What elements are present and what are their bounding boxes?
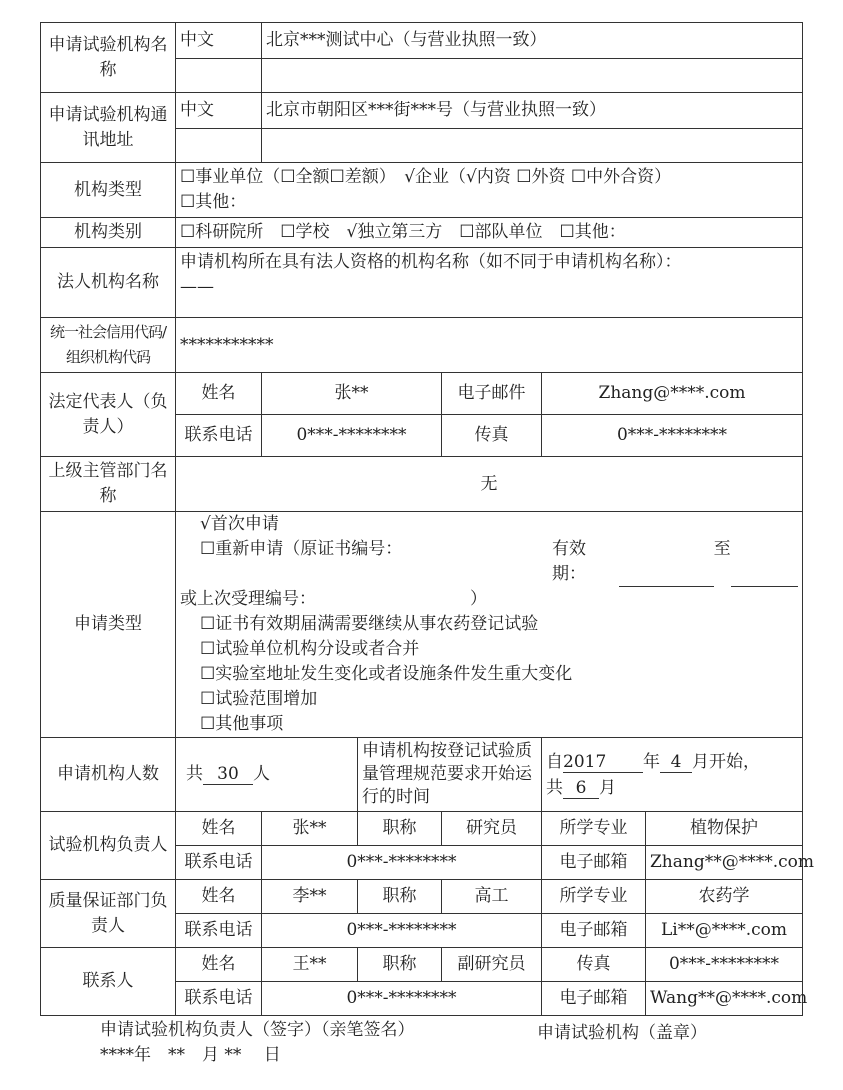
- address-label: 申请试验机构通讯地址: [41, 93, 176, 163]
- qa-phone: 0***-********: [262, 914, 542, 948]
- form-table: [40, 22, 815, 1016]
- signature-label: 申请试验机构负责人（签字）（亲笔签名）: [100, 1020, 415, 1040]
- staff-year-unit: 年: [643, 751, 660, 772]
- name-lang-empty: [176, 59, 262, 93]
- staff-month-unit: 月开始，: [692, 751, 760, 772]
- app-opt3: ☐实验室地址发生变化或者设施条件发生重大变化: [200, 664, 573, 684]
- staff-count-cell: [176, 738, 358, 812]
- legal-rep-fax-label: 传真: [442, 415, 542, 457]
- qa-title-label: 职称: [358, 880, 442, 914]
- superior-value: 无: [176, 457, 803, 512]
- legal-rep-phone: 0***-********: [262, 415, 442, 457]
- staff-year: 2017: [563, 752, 643, 773]
- app-first: √首次申请: [200, 514, 279, 534]
- staff-qa-time: [542, 738, 803, 812]
- org-type-line2: ☐其他：: [180, 192, 247, 212]
- head-email: Zhang**@****.com: [646, 846, 803, 880]
- contact-email: Wang**@****.com: [646, 982, 803, 1016]
- contact-phone: 0***-********: [262, 982, 542, 1016]
- name-value-empty: [262, 59, 803, 93]
- contact-phone-label: 联系电话: [176, 982, 262, 1016]
- staff-total-row: [546, 775, 798, 801]
- legal-rep-email-label: 电子邮件: [442, 373, 542, 415]
- staff-total: 共: [546, 777, 563, 798]
- address-value-empty: [262, 129, 803, 163]
- app-opt5: ☐其他事项: [200, 714, 284, 734]
- contact-fax-label: 传真: [542, 948, 646, 982]
- app-last-close: ）: [470, 589, 487, 609]
- staff-label: 申请机构人数: [41, 738, 176, 812]
- address-lang: 中文: [176, 93, 262, 129]
- app-opt2: ☐试验单位机构分设或者合并: [200, 639, 420, 659]
- contact-fax: 0***-********: [646, 948, 803, 982]
- head-phone: 0***-********: [262, 846, 542, 880]
- legal-entity-line2: ——: [180, 277, 214, 297]
- legal-rep-name-label: 姓名: [176, 373, 262, 415]
- head-title-label: 职称: [358, 812, 442, 846]
- legal-rep-phone-label: 联系电话: [176, 415, 262, 457]
- signature-block: [100, 1018, 415, 1068]
- app-type-options: [176, 512, 803, 738]
- staff-suffix: 人: [253, 764, 270, 784]
- app-last-row: [180, 587, 798, 612]
- contact-name-label: 姓名: [176, 948, 262, 982]
- legal-rep-fax: 0***-********: [542, 415, 803, 457]
- head-name-label: 姓名: [176, 812, 262, 846]
- head-major: 植物保护: [646, 812, 803, 846]
- address-value: 北京市朝阳区***街***号（与营业执照一致）: [262, 93, 803, 129]
- app-valid-to: 至: [713, 539, 731, 559]
- staff-months-unit: 月: [599, 777, 616, 798]
- qa-name: 李**: [262, 880, 358, 914]
- legal-rep-email: Zhang@****.com: [542, 373, 803, 415]
- staff-months: 6: [563, 778, 599, 799]
- org-category-options: ☐科研院所 ☐学校 √独立第三方 ☐部队单位 ☐其他：: [176, 218, 803, 248]
- staff-qa-label: 申请机构按登记试验质量管理规范要求开始运行的时间: [358, 738, 542, 812]
- head-name: 张**: [262, 812, 358, 846]
- staff-from-row: [546, 749, 798, 775]
- org-type-label: 机构类型: [41, 163, 176, 218]
- address-lang-empty: [176, 129, 262, 163]
- staff-count: 30: [203, 764, 253, 785]
- app-renew-row: [180, 537, 798, 587]
- name-lang: 中文: [176, 23, 262, 59]
- name-label: 申请试验机构名称: [41, 23, 176, 93]
- app-opt4: ☐试验范围增加: [200, 689, 318, 709]
- contact-name: 王**: [262, 948, 358, 982]
- qa-major-label: 所学专业: [542, 880, 646, 914]
- head-label: 试验机构负责人: [41, 812, 176, 880]
- contact-title-label: 职称: [358, 948, 442, 982]
- name-value: 北京***测试中心（与营业执照一致）: [262, 23, 803, 59]
- legal-entity-value: [176, 248, 803, 318]
- credit-code-label: 统一社会信用代码/组织机构代码: [41, 318, 176, 373]
- qa-email-label: 电子邮箱: [542, 914, 646, 948]
- legal-rep-label: 法定代表人（负责人）: [41, 373, 176, 457]
- app-valid-from: [619, 537, 713, 587]
- app-renew: ☐重新申请（原证书编号：: [200, 539, 403, 559]
- head-major-label: 所学专业: [542, 812, 646, 846]
- legal-rep-name: 张**: [262, 373, 442, 415]
- org-type-options: [176, 163, 803, 218]
- org-category-label: 机构类别: [41, 218, 176, 248]
- app-valid: 有效期：: [552, 539, 586, 584]
- staff-from: 自: [546, 751, 563, 772]
- head-email-label: 电子邮箱: [542, 846, 646, 880]
- application-form: [40, 22, 815, 1016]
- qa-title: 高工: [442, 880, 542, 914]
- app-type-label: 申请类型: [41, 512, 176, 738]
- qa-phone-label: 联系电话: [176, 914, 262, 948]
- superior-label: 上级主管部门名称: [41, 457, 176, 512]
- qa-major: 农药学: [646, 880, 803, 914]
- contact-title: 副研究员: [442, 948, 542, 982]
- credit-code-value: ***********: [176, 318, 803, 373]
- legal-entity-line1: 申请机构所在具有法人资格的机构名称（如不同于申请机构名称）：: [180, 252, 682, 272]
- staff-month: 4: [660, 752, 692, 773]
- qa-email: Li**@****.com: [646, 914, 803, 948]
- org-type-line1: ☐事业单位（☐全额☐差额） √企业（√内资 ☐外资 ☐中外合资）: [180, 167, 672, 187]
- head-phone-label: 联系电话: [176, 846, 262, 880]
- app-opt1: ☐证书有效期届满需要继续从事农药登记试验: [200, 614, 539, 634]
- seal-label: 申请试验机构（盖章）: [537, 1023, 707, 1043]
- head-title: 研究员: [442, 812, 542, 846]
- app-valid-until: [731, 537, 798, 587]
- contact-label: 联系人: [41, 948, 176, 1016]
- qa-head-label: 质量保证部门负责人: [41, 880, 176, 948]
- app-last-no: 或上次受理编号：: [180, 589, 316, 609]
- staff-prefix: 共: [186, 764, 203, 784]
- qa-name-label: 姓名: [176, 880, 262, 914]
- signature-date: ****年 ** 月 ** 日: [100, 1045, 281, 1065]
- legal-entity-label: 法人机构名称: [41, 248, 176, 318]
- contact-email-label: 电子邮箱: [542, 982, 646, 1016]
